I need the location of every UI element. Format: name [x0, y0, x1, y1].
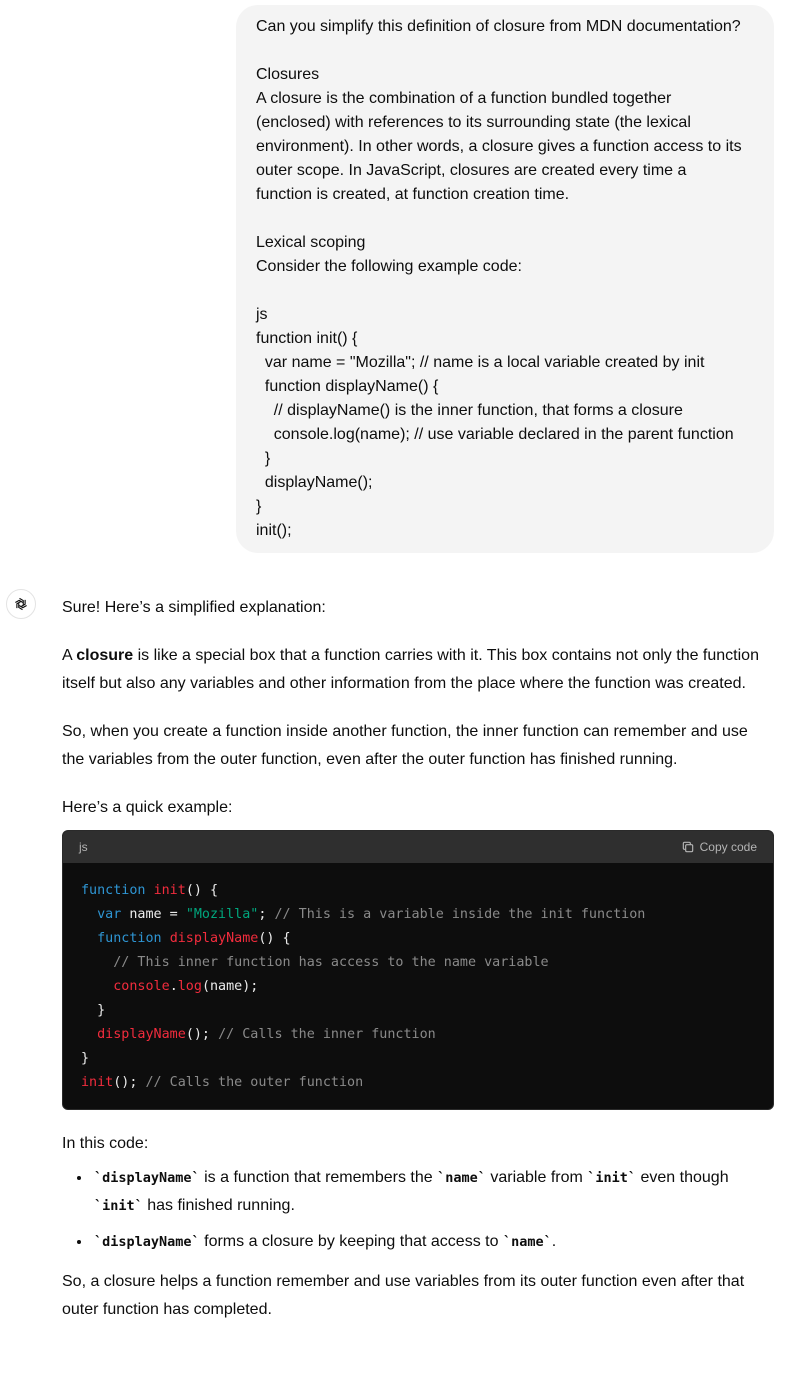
code-block-header — [63, 831, 773, 863]
copy-code-label: Copy code — [699, 840, 757, 854]
list-item-text: has finished running. — [142, 1197, 295, 1214]
copy-code-button[interactable] — [681, 833, 757, 861]
code-line — [81, 1071, 755, 1095]
code-token — [81, 1027, 97, 1042]
closure-bold: closure — [76, 647, 134, 664]
assistant-avatar — [6, 589, 36, 619]
code-token: (); — [185, 1027, 219, 1042]
explanation-list — [62, 1164, 774, 1256]
assistant-paragraph-closure: A closure is like a special box that a function carries with it. This box contains not only the function itself but also any variables and other information from the place where the function was created. — [62, 647, 759, 692]
code-token: // This inner function has access to the name variable — [113, 955, 549, 970]
code-line — [81, 951, 755, 975]
assistant-paragraph-in-this-code: In this code: — [62, 1135, 149, 1152]
code-token — [81, 955, 113, 970]
list-item-text: variable from — [485, 1169, 588, 1186]
user-message-line — [256, 207, 754, 231]
code-token: init — [81, 1075, 114, 1090]
code-token — [81, 931, 97, 946]
code-token — [146, 883, 154, 898]
inline-code: `displayName` — [94, 1234, 200, 1250]
code-token: () { — [258, 931, 291, 946]
user-message-line: displayName(); — [256, 474, 373, 491]
user-message-line: A closure is the combination of a function bundled together — [256, 90, 672, 107]
user-message-line: // displayName() is the inner function, that forms a closure — [256, 402, 683, 419]
user-message-line: Lexical scoping — [256, 234, 366, 251]
code-token: var — [97, 907, 122, 922]
code-line — [81, 1047, 755, 1071]
code-token: . — [169, 979, 178, 994]
code-token: displayName — [97, 1027, 186, 1042]
assistant-intro: Sure! Here’s a simplified explanation: — [62, 599, 326, 616]
list-item — [92, 1164, 774, 1220]
inline-code: `displayName` — [94, 1170, 200, 1186]
code-token: function — [81, 883, 146, 898]
code-token: } — [81, 1003, 106, 1018]
user-message-line — [256, 39, 754, 63]
code-token: } — [81, 1051, 90, 1066]
user-message-line: console.log(name); // use variable declared in the parent function — [256, 426, 734, 443]
user-message-line: function displayName() { — [256, 378, 439, 395]
code-token: console — [113, 979, 170, 994]
user-message-line: Closures — [256, 66, 320, 83]
code-block — [62, 830, 774, 1110]
code-line — [81, 1023, 755, 1047]
code-token: name = — [121, 907, 186, 922]
user-message-line: js — [256, 306, 268, 323]
code-body — [63, 863, 773, 1109]
code-token: (); — [113, 1075, 146, 1090]
openai-logo-icon — [12, 595, 30, 613]
code-line — [81, 927, 755, 951]
code-token: init — [153, 883, 186, 898]
list-item — [92, 1228, 774, 1256]
user-message-line: var name = "Mozilla"; // name is a local variable created by init — [256, 354, 705, 371]
code-token — [81, 907, 97, 922]
list-item-text: is a function that remembers the — [199, 1169, 438, 1186]
user-message-line: Consider the following example code: — [256, 258, 522, 275]
code-token: "Mozilla" — [185, 907, 259, 922]
code-line — [81, 999, 755, 1023]
code-token: function — [97, 931, 162, 946]
code-token: // Calls the inner function — [218, 1027, 436, 1042]
user-message-line: (enclosed) with references to its surrounding state (the lexical — [256, 114, 691, 131]
user-message-line: environment). In other words, a closure gives a function access to its — [256, 138, 742, 155]
user-message-line: } — [256, 498, 262, 515]
inline-code: `name` — [502, 1234, 552, 1250]
assistant-message — [62, 594, 774, 1324]
list-item-text: forms a closure by keeping that access to — [199, 1233, 503, 1250]
code-token: () { — [185, 883, 219, 898]
code-token: (name); — [201, 979, 259, 994]
code-token: ; — [258, 907, 275, 922]
user-message-line: } — [256, 450, 271, 467]
inline-code: `init` — [94, 1198, 143, 1214]
assistant-paragraph-example: Here’s a quick example: — [62, 799, 233, 816]
assistant-paragraph-summary: So, a closure helps a function remember and use variables from its outer function even after that outer function has completed. — [62, 1273, 745, 1318]
copy-icon — [681, 840, 695, 854]
code-token: displayName — [169, 931, 259, 946]
list-item-text: . — [551, 1233, 557, 1250]
code-token — [81, 979, 113, 994]
list-item-text: even though — [636, 1169, 729, 1186]
code-line — [81, 975, 755, 999]
user-message-line: Can you simplify this definition of closure from MDN documentation? — [256, 18, 741, 35]
user-message-line: outer scope. In JavaScript, closures are created every time a — [256, 162, 687, 179]
user-message-line: function init() { — [256, 330, 358, 347]
code-token: // This is a variable inside the init function — [274, 907, 646, 922]
user-message-line — [256, 279, 754, 303]
code-language-label: js — [79, 840, 88, 854]
inline-code: `init` — [587, 1170, 637, 1186]
code-token: log — [177, 979, 202, 994]
user-message-line: init(); — [256, 522, 292, 539]
user-message-line: function is created, at function creation time. — [256, 186, 570, 203]
user-message-bubble — [236, 5, 774, 553]
assistant-paragraph-inner-function: So, when you create a function inside another function, the inner function can remember and use the variables from the outer function, even after the outer function has finished running. — [62, 723, 748, 768]
code-token: // Calls the outer function — [145, 1075, 364, 1090]
code-line — [81, 903, 755, 927]
code-token — [162, 931, 170, 946]
inline-code: `name` — [437, 1170, 486, 1186]
code-line — [81, 879, 755, 903]
